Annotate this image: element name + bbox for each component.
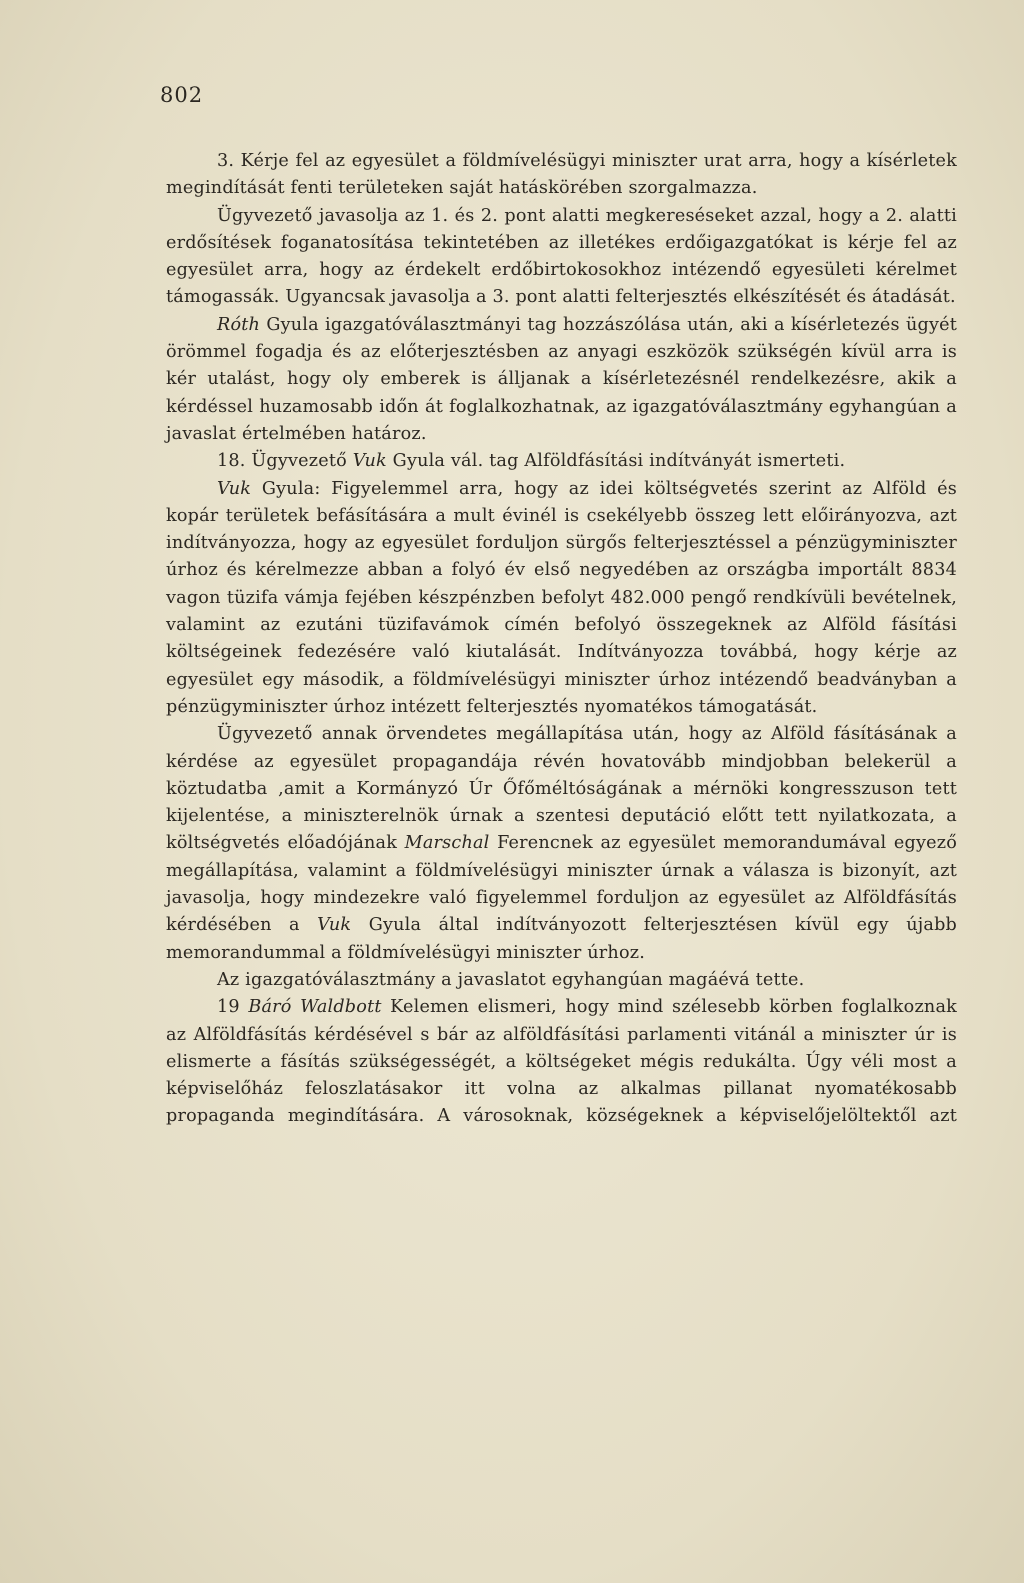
person-name: Vuk bbox=[352, 451, 387, 472]
person-name: Róth bbox=[217, 314, 261, 335]
paragraph-6: Ügyvezető annak örvendetes megállapítása után, hogy az Alföld fásításának a kérdése az egyesület propagandája révén hovatovább mindjobban belekerül a köztudatba ,amit a Kormányzó Úr Őfőméltóságának a mérnöki kongresszuson tett kijelentése, a miniszterelnök úrnak a szentesi deputáció előtt tett nyilatkozata, a költségvetés előadójának Marschal Ferencnek az egyesület memorandumával egyező megállapítása, valamint a földmívelésügyi miniszter úrnak a válasza is bizonyít, azt javasolja, hogy mindezekre való figyelemmel forduljon az egyesület az Alföldfásítás kérdésében a Vuk Gyula által indítványozott felterjesztésen kívül egy újabb memorandummal a földmívelésügyi miniszter úrhoz. bbox=[166, 724, 957, 963]
paragraph-3: Róth Gyula igazgatóválasztmányi tag hozzászólása után, aki a kísérletezés ügyét örömmel fogadja és az előterjesztésben az anyagi eszközök szükségén kívül arra is kér utalást, hogy oly emberek is álljanak a kísérletezésnél rendelkezésre, akik a kérdéssel huzamosabb időn át foglalkozhatnak, az igazgatóválasztmány egyhangúan a javaslat értelmében határoz. bbox=[166, 314, 957, 444]
page-number: 802 bbox=[160, 83, 204, 107]
paragraph-7: Az igazgatóválasztmány a javaslatot egyhangúan magáévá tette. bbox=[217, 969, 805, 990]
body-text bbox=[166, 148, 957, 1131]
paragraph-4: 18. Ügyvezető Vuk Gyula vál. tag Alföldfásítási indítványát ismerteti. bbox=[217, 451, 846, 472]
paragraph-1: 3. Kérje fel az egyesület a földmívelésügyi miniszter urat arra, hogy a kísérletek megindítását fenti területeken saját hatáskörében szorgalmazza. bbox=[166, 151, 957, 199]
person-name: Vuk bbox=[317, 915, 352, 936]
paragraph-2: Ügyvezető javasolja az 1. és 2. pont alatti megkereséseket azzal, hogy a 2. alatti erdősítések foganatosítása tekintetében az illetékes erdőigazgatókat is kérje fel az egyesület arra, hogy az érdekelt erdőbirtokosokhoz intézendő egyesületi kérelmet támogassák. Ugyancsak javasolja a 3. pont alatti felterjesztés elkészítését és átadását. bbox=[166, 205, 957, 308]
paragraph-5: Vuk Gyula: Figyelemmel arra, hogy az idei költségvetés szerint az Alföld és kopár területek befásítására a mult évinél is csekélyebb összeg lett előirányozva, azt indítványozza, hogy az egyesület forduljon sürgős felterjesztéssel a pénzügyminiszter úrhoz és kérelmezze abban a folyó év első negyedében az országba importált 8834 vagon tüzifa vámja fejében készpénzben befolyt 482.000 pengő rendkívüli bevételnek, valamint az ezutáni tüzifavámok címén befolyó összegeknek az Alföld fásítási költségeinek fedezésére való kiutalását. Indítványozza továbbá, hogy kérje az egyesület egy második, a földmívelésügyi miniszter úrhoz intézendő beadványban a pénzügyminiszter úrhoz intézett felterjesztés nyomatékos támogatását. bbox=[166, 478, 957, 717]
paragraph-8: 19 Báró Waldbott Kelemen elismeri, hogy mind szélesebb körben foglalkoznak az Alföldfásítás kérdésével s bár az alföldfásítási parlamenti vitánál a miniszter úr is elismerte a fásítás szükségességét, a költségeket mégis redukálta. Úgy véli most a képviselőház feloszlatásakor itt volna az alkalmas pillanat nyomatékosabb propaganda megindítására. A városoknak, községeknek a képviselőjelöltektől azt bbox=[166, 997, 957, 1127]
person-name: Vuk bbox=[217, 478, 252, 499]
person-name: Báró Waldbott bbox=[248, 997, 382, 1018]
person-name: Marschal bbox=[404, 833, 490, 854]
